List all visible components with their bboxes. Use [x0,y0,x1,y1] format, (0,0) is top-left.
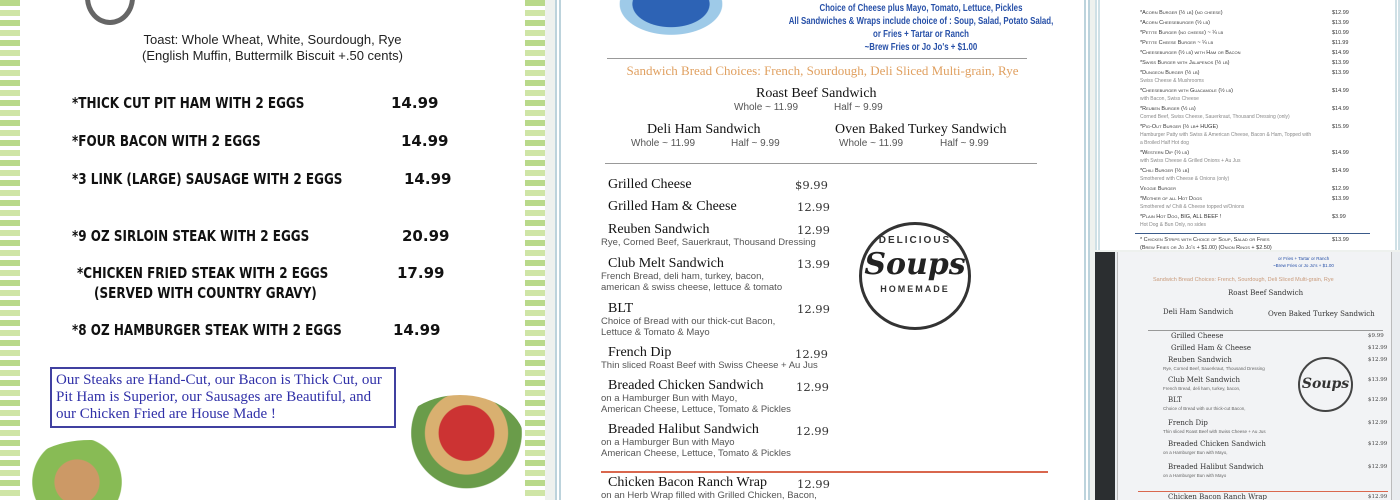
vegetables-illustration [25,440,155,500]
burger-name: *Acorn Burger (½ lb) (no cheese) [1140,10,1223,16]
sandwich-name: BLT [608,301,634,316]
burger-name: *Plain Hot Dog, BIG, ALL BEEF ! [1140,214,1222,220]
photo-item: Roast Beef Sandwich [1228,289,1304,297]
burger-description: Hamburger Patty with Swiss & American Cheese, Bacon & Ham, Topped with [1140,132,1312,138]
burger-description: with Bacon, Swiss Cheese [1140,96,1199,102]
sandwich-description: on a Hamburger Bun with Mayo [601,437,735,448]
whole-price: Whole ~ 11.99 [839,138,904,149]
sandwich-header-line: ~Brew Fries or Jo Jo's + $1.00 [864,41,978,53]
photo-item: Breaded Halibut Sandwich [1168,463,1264,471]
featured-sandwich-name: Deli Ham Sandwich [647,122,761,137]
photo-desc: Thin sliced Roast Beef with Swiss Cheese + Au Jus [1163,429,1266,434]
photo-price: $12.99 [1368,494,1388,500]
half-price: Half ~ 9.99 [731,138,780,149]
photo-desc: Rye, Corned Beef, Sauerkraut, Thousand Dressing [1163,366,1265,371]
photo-price: $12.99 [1368,397,1388,403]
sandwich-price: 12.99 [797,477,830,491]
photo-price: $12.99 [1368,345,1388,351]
photo-desc: Choice of Bread with our thick-cut Bacon, [1163,406,1246,411]
menu-item-name: *8 OZ HAMBURGER STEAK WITH 2 EGGS [72,321,342,339]
photo-header: or Fries + Tartar or Ranch [1278,256,1330,261]
burger-price: $12.99 [1332,10,1349,16]
featured-sandwich-name: Roast Beef Sandwich [756,86,877,101]
burger-description: Corned Beef, Swiss Cheese, Sauerkraut, Thousand Dressing (only) [1140,114,1290,120]
menu-photo [1095,252,1400,500]
photo-price: $12.99 [1368,357,1388,363]
sandwich-name: Breaded Halibut Sandwich [608,422,759,437]
divider [605,163,1037,164]
photo-item: BLT [1168,396,1182,404]
sandwich-name: Club Melt Sandwich [608,256,724,271]
divider [1148,330,1383,331]
menu-item-price: 14.99 [404,170,452,188]
photo-menu-page [1117,252,1392,500]
logo-main-text: Soups [864,247,966,282]
menu-item-price: 17.99 [397,264,445,282]
house-note: Our Steaks are Hand-Cut, our Bacon is Thick Cut, our Pit Ham is Superior, our Sausages are Beautiful, and our Chicken Fried are House Made ! [50,367,396,428]
photo-item: Oven Baked Turkey Sandwich [1268,310,1375,318]
burger-name: *Acorn Cheeseburger (½ lb) [1140,20,1210,26]
burger-description: (Brew Fries or Jo Jo's + $1.00) (Onion Rings + $2.50) [1140,245,1272,250]
photo-item: Breaded Chicken Sandwich [1168,440,1266,448]
burger-name: *Petite Cheese Burger ~ ¼ lb [1140,40,1214,46]
half-price: Half ~ 9.99 [940,138,989,149]
burger-price: $13.99 [1332,20,1349,26]
burger-name: *Dungeon Burger (½ lb) [1140,70,1200,76]
burger-description: Smothered w/ Chili & Cheese topped w/Onions [1140,204,1245,210]
vine-border-right [525,0,545,500]
sandwich-price: 12.99 [797,223,830,237]
burger-description: a Broiled Half Hot dog [1140,140,1189,146]
photo-item: Grilled Ham & Cheese [1171,344,1251,352]
menu-item-price: 14.99 [393,321,441,339]
burger-price: $13.99 [1332,237,1349,243]
sandwich-menu-panel [555,0,1090,500]
burger-name: *Western Dip (½ lb) [1140,150,1190,156]
sandwich-description: Lettuce & Tomato & Mayo [601,327,710,338]
sandwich-price: 13.99 [797,257,830,271]
burger-name: *Pig-Out Burger (½ lb+ HUGE) [1140,124,1218,130]
plate-illustration [85,0,135,25]
photo-bread: Sandwich Bread Choices: French, Sourdough, Deli Sliced Multi-grain, Rye [1153,277,1334,283]
menu-item-name: *3 LINK (LARGE) SAUSAGE WITH 2 EGGS [72,170,343,188]
sandwich-name: Reuben Sandwich [608,222,710,237]
menu-item-name: *9 OZ SIRLOIN STEAK WITH 2 EGGS [72,227,310,245]
burger-description: Smothered with Cheese & Onions (only) [1140,176,1230,182]
menu-item-name: *CHICKEN FRIED STEAK WITH 2 EGGS [77,264,329,282]
burger-name: *Mother of all Hot Dogs [1140,196,1202,202]
burger-name: *Cheeseburger with Guacamole (½ lb) [1140,88,1233,94]
bread-choices: Sandwich Bread Choices: French, Sourdough, Deli Sliced Multi-grain, Rye [626,63,1019,78]
photo-price: $9.99 [1368,333,1384,339]
sandwich-description: on an Herb Wrap filled with Grilled Chicken, Bacon, [601,490,817,500]
sandwich-illustration [611,0,731,40]
burger-name: *Chili Burger (½ lb) [1140,168,1190,174]
divider [1135,233,1370,234]
sandwich-description: on a Hamburger Bun with Mayo, [601,393,738,404]
menu-item-name: *FOUR BACON WITH 2 EGGS [72,132,261,150]
divider-red [601,471,1048,473]
logo-bottom-text: HOMEMADE [880,284,950,294]
burger-name: *Petite Burger (no cheese) ~ ¼ lb [1140,30,1224,36]
photo-item: Deli Ham Sandwich [1163,308,1234,316]
photo-item: Grilled Cheese [1171,332,1224,340]
burger-name: *Cheeseburger (½ lb) with Ham or Bacon [1140,50,1241,56]
sandwich-name: Grilled Ham & Cheese [608,199,737,214]
burger-description: Hot Dog & Bun Only, no sides [1140,222,1207,228]
sandwich-price: $9.99 [795,178,828,192]
sandwich-price: 12.99 [796,380,829,394]
menu-item-price: 20.99 [402,227,450,245]
sandwich-header-line: Choice of Cheese plus Mayo, Tomato, Lettuce, Pickles [819,2,1023,14]
sandwich-name: Chicken Bacon Ranch Wrap [608,475,767,490]
burger-name: *Reuben Burger (½ lb) [1140,106,1196,112]
sandwich-price: 12.99 [795,347,828,361]
sandwich-price: 12.99 [797,200,830,214]
photo-soups-logo: Soups [1298,357,1353,412]
whole-price: Whole ~ 11.99 [734,102,799,113]
burger-description: Swiss Cheese & Mushrooms [1140,78,1204,84]
menu-cover-leather [1095,252,1115,500]
sandwich-name: Grilled Cheese [608,177,692,192]
photo-item: French Dip [1168,419,1208,427]
sandwich-header-line: All Sandwiches & Wraps include choice of : Soup, Salad, Potato Salad, [788,15,1054,27]
photo-price: $12.99 [1368,464,1388,470]
toast-extras: (English Muffin, Buttermilk Biscuit +.50 cents) [142,48,403,63]
sandwich-name: Breaded Chicken Sandwich [608,378,764,393]
sandwich-description: American Cheese, Lettuce, Tomato & Pickles [601,448,791,459]
sandwich-header-line: or Fries + Tartar or Ranch [873,28,969,40]
burger-price: $14.99 [1332,88,1349,94]
photo-price: $12.99 [1368,420,1388,426]
photo-desc: on a Hamburger Bun with Mayo [1163,473,1227,478]
photo-price: $13.99 [1368,377,1388,383]
burger-price: $15.99 [1332,124,1349,130]
photo-desc: French Bread, deli ham, turkey, bacon, [1163,386,1241,391]
burger-menu-panel [1095,0,1400,250]
burger-price: $14.99 [1332,106,1349,112]
burger-price: $3.99 [1332,214,1346,220]
burger-description: with Swiss Cheese & Grilled Onions + Au Jus [1140,158,1241,164]
menu-item-subtitle: (SERVED WITH COUNTRY GRAVY) [94,284,317,302]
burger-price: $14.99 [1332,150,1349,156]
sandwich-description: Choice of Bread with our thick-cut Bacon, [601,316,776,327]
vine-border-left [0,0,20,500]
sandwich-description: American Cheese, Lettuce, Tomato & Pickles [601,404,791,415]
photo-item: Club Melt Sandwich [1168,376,1241,384]
sandwich-description: French Bread, deli ham, turkey, bacon, [601,271,764,282]
divider-red [1138,491,1388,492]
menu-item-price: 14.99 [401,132,449,150]
burger-price: $14.99 [1332,168,1349,174]
burger-price: $13.99 [1332,196,1349,202]
sandwich-price: 12.99 [797,302,830,316]
photo-desc: on a Hamburger Bun with Mayo, [1163,450,1228,455]
burger-name: Veggie Burger [1140,186,1176,192]
sandwich-description: Thin sliced Roast Beef with Swiss Cheese + Au Jus [601,360,818,371]
breakfast-menu-panel [0,0,545,500]
burger-price: $14.99 [1332,50,1349,56]
half-price: Half ~ 9.99 [834,102,883,113]
burger-price: $13.99 [1332,60,1349,66]
menu-item-price: 14.99 [391,94,439,112]
toast-options: Toast: Whole Wheat, White, Sourdough, Rye [143,32,402,47]
burger-name: * Chicken Strips with Choice of Soup, Salad or Fries [1140,237,1270,243]
soups-logo [859,222,971,330]
burger-price: $11.99 [1332,40,1349,46]
photo-item: Chicken Bacon Ranch Wrap [1168,493,1267,500]
sandwich-price: 12.99 [796,424,829,438]
ham-illustration [395,395,525,490]
photo-item: Reuben Sandwich [1168,356,1232,364]
sandwich-name: French Dip [608,345,672,360]
photo-price: $12.99 [1368,441,1388,447]
logo-top-text: DELICIOUS [878,235,952,246]
sandwich-description: american & swiss cheese, lettuce & tomato [601,282,783,293]
whole-price: Whole ~ 11.99 [631,138,696,149]
photo-header: ~Brew Fries or Jo Jo's + $1.00 [1273,263,1334,268]
divider [607,58,1027,59]
burger-name: *Swiss Burger with Jalapenos (½ lb) [1140,60,1230,66]
burger-price: $10.99 [1332,30,1349,36]
sandwich-description: Rye, Corned Beef, Sauerkraut, Thousand Dressing [601,237,816,248]
burger-price: $13.99 [1332,70,1349,76]
featured-sandwich-name: Oven Baked Turkey Sandwich [835,122,1007,137]
burger-price: $12.99 [1332,186,1349,192]
menu-item-name: *THICK CUT PIT HAM WITH 2 EGGS [72,94,305,112]
